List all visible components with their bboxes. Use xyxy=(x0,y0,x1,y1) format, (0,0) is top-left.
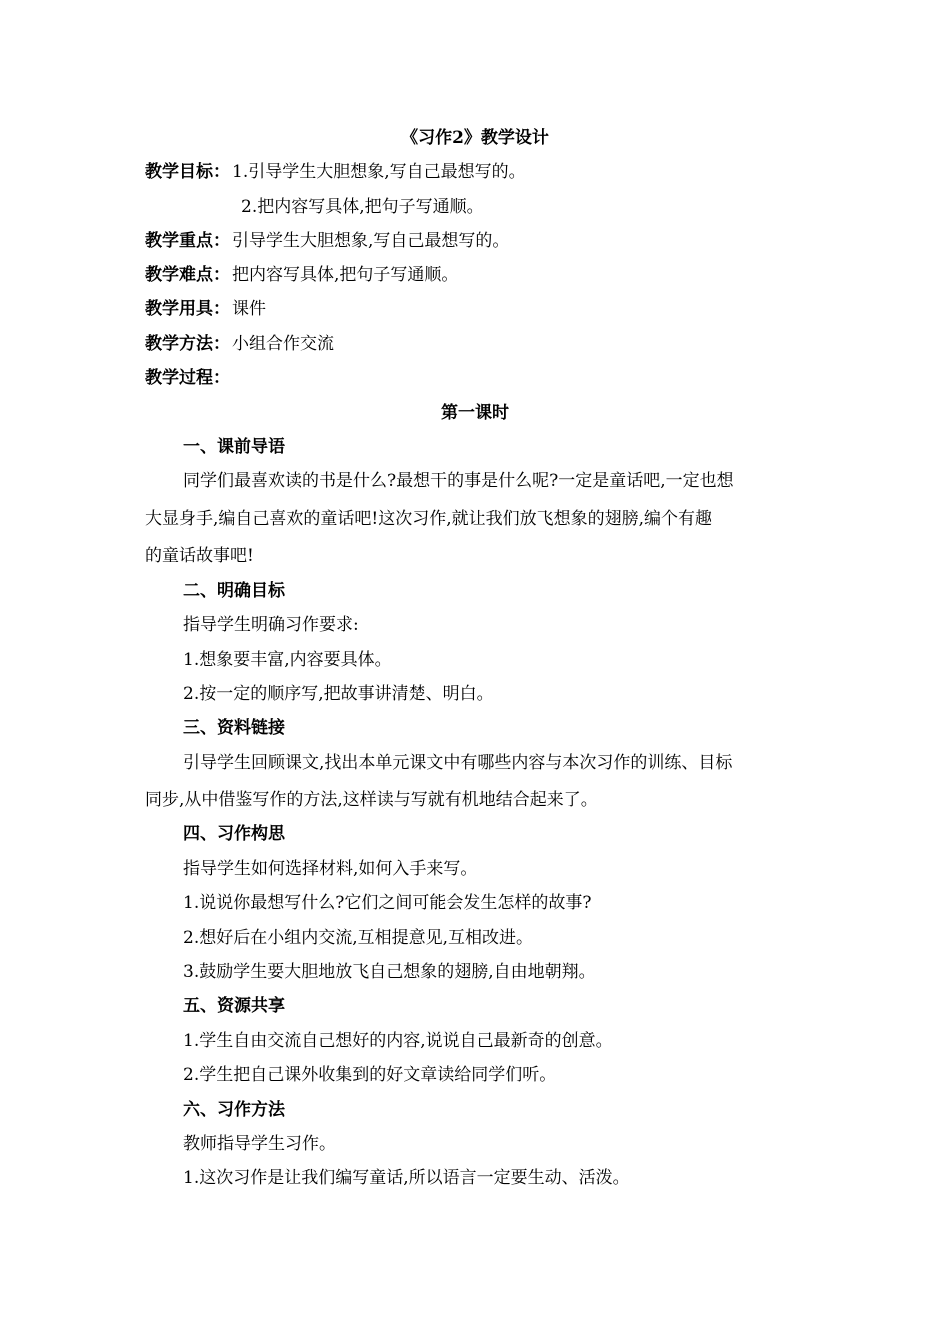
lesson-heading: 第一课时 xyxy=(441,403,509,423)
list-item: 2.按一定的顺序写,把故事讲清楚、明白。 xyxy=(183,684,494,704)
paragraph-line: 引导学生回顾课文,找出本单元课文中有哪些内容与本次习作的训练、目标 xyxy=(183,753,733,773)
paragraph-line: 同步,从中借鉴写作的方法,这样读与写就有机地结合起来了。 xyxy=(145,790,598,810)
meta-row-difficulties xyxy=(145,264,458,286)
list-item: 3.鼓励学生要大胆地放飞自己想象的翅膀,自由地朝翔。 xyxy=(183,962,596,982)
section-heading: 二、明确目标 xyxy=(183,581,285,601)
meta-label: 教学过程： xyxy=(145,368,230,388)
meta-row-process xyxy=(145,367,230,389)
meta-label: 教学难点： xyxy=(145,265,230,285)
meta-row-objectives-continued xyxy=(241,196,484,218)
document-title: 《习作2》教学设计 xyxy=(401,128,549,148)
paragraph-line: 大显身手,编自己喜欢的童话吧!这次习作,就让我们放飞想象的翅膀,编个有趣 xyxy=(145,509,713,529)
meta-label: 教学用具： xyxy=(145,299,230,319)
meta-label: 教学方法： xyxy=(145,334,230,354)
list-item: 2.学生把自己课外收集到的好文章读给同学们听。 xyxy=(183,1065,557,1085)
section-heading: 四、习作构思 xyxy=(183,824,285,844)
paragraph-line: 教师指导学生习作。 xyxy=(183,1134,336,1154)
meta-row-methods xyxy=(145,333,334,355)
list-item: 1.学生自由交流自己想好的内容,说说自己最新奇的创意。 xyxy=(183,1031,613,1051)
meta-label: 教学重点： xyxy=(145,231,230,251)
section-heading: 五、资源共享 xyxy=(183,996,285,1016)
list-item: 1.说说你最想写什么?它们之间可能会发生怎样的故事? xyxy=(183,893,592,913)
section-heading: 三、资料链接 xyxy=(183,718,285,738)
paragraph-line: 同学们最喜欢读的书是什么?最想干的事是什么呢?一定是童话吧,一定也想 xyxy=(183,471,734,491)
list-item: 1.想象要丰富,内容要具体。 xyxy=(183,650,392,670)
meta-value: 1.引导学生大胆想象,写自己最想写的。 xyxy=(232,162,526,182)
paragraph-line: 指导学生如何选择材料,如何入手来写。 xyxy=(183,859,478,879)
paragraph-line: 指导学生明确习作要求: xyxy=(183,615,359,635)
meta-value: 课件 xyxy=(232,299,266,319)
meta-row-tools xyxy=(145,298,266,320)
meta-row-objectives xyxy=(145,161,526,183)
paragraph-line: 的童话故事吧! xyxy=(145,546,254,566)
section-heading: 六、习作方法 xyxy=(183,1100,285,1120)
meta-value: 引导学生大胆想象,写自己最想写的。 xyxy=(232,231,510,251)
meta-value: 2.把内容写具体,把句子写通顺。 xyxy=(241,197,484,217)
section-heading: 一、课前导语 xyxy=(183,437,285,457)
meta-value: 小组合作交流 xyxy=(232,334,334,354)
meta-value: 把内容写具体,把句子写通顺。 xyxy=(232,265,459,285)
list-item: 1.这次习作是让我们编写童话,所以语言一定要生动、活泼。 xyxy=(183,1168,630,1188)
list-item: 2.想好后在小组内交流,互相提意见,互相改进。 xyxy=(183,928,534,948)
meta-row-key-points xyxy=(145,230,509,252)
meta-label: 教学目标： xyxy=(145,162,230,182)
